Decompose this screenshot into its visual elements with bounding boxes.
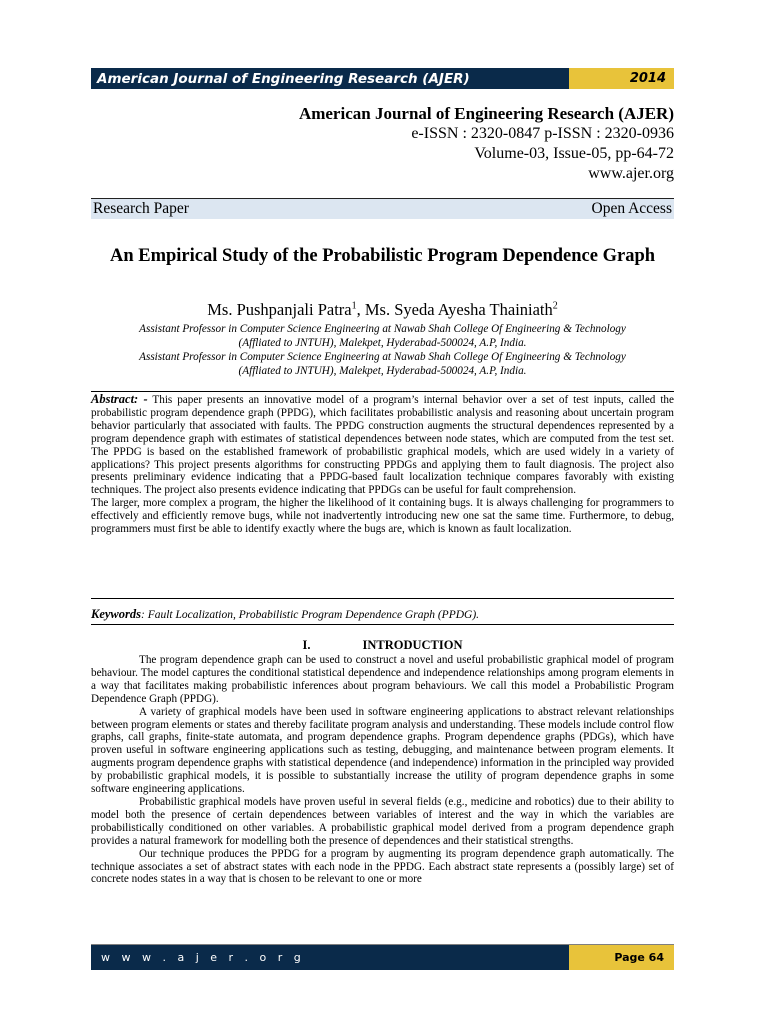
paper-type: Research Paper — [93, 200, 189, 217]
masthead-volume: Volume-03, Issue-05, pp-64-72 — [474, 145, 674, 162]
author-2-sup: 2 — [552, 300, 558, 312]
footer-url[interactable]: w w w . a j e r . o r g — [101, 951, 305, 964]
page-number: Page 64 — [569, 945, 674, 970]
paper-type-bar — [91, 198, 674, 219]
section-title: INTRODUCTION — [362, 638, 463, 652]
body-paragraph: Probabilistic graphical models have proven useful in several fields (e.g., medicine and robotics) due to their ability to model both the presence of certain dependences between variables of interest and the way in which the variables are probabilistically conditioned on other variables. A probabilistic graphical model derived from a program dependence graph provides a natural framework for modelling both the presence of dependences and their statistical strengths. — [91, 795, 674, 847]
body-paragraph: The program dependence graph can be used to construct a novel and useful probabilistic graphical model of program behaviour. The model captures the conditional statistical dependence and independence relationships among program elements in a way that facilitates making probabilistic inferences about program behaviours. We call this model a Probabilistic Program Dependence Graph (PPDG). — [91, 654, 674, 705]
affiliation-line: (Affliated to JNTUH), Malekpet, Hyderabad-500024, A.P, India. — [238, 337, 527, 349]
keywords-text: : Fault Localization, Probabilistic Program Dependence Graph (PPDG). — [141, 609, 480, 621]
abstract-para-2: The larger, more complex a program, the higher the likelihood of it containing bugs. It is always challenging for programmers to effectively and efficiently remove bugs, while not inadvertently introducing new one sat the same time. Furthermore, to debug, programmers must first be able to identify exactly where the bugs are, which is known as fault localization. — [91, 497, 674, 536]
abstract — [91, 391, 674, 599]
running-header-year: 2014 — [569, 68, 674, 89]
section-number: I. — [302, 638, 311, 652]
page-footer — [91, 944, 674, 970]
affiliation-line: Assistant Professor in Computer Science Engineering at Nawab Shah College Of Engineering & Technology — [139, 323, 626, 335]
masthead-title: American Journal of Engineering Research (AJER) — [298, 104, 674, 123]
body-paragraph: A variety of graphical models have been used in software engineering applications to abstract relevant relationships between program elements or states and thereby facilitate program analysis and understanding. These models include control flow graphs, call graphs, finite-state automata, and program dependence graphs. Program dependence graphs (PDGs), which have proven useful in software engineering applications such as testing, debugging, and maintenance between program elements. It augments program dependence graphs with statistical dependence (and independence) information in the principled way provided by probabilistic graphical models, it is possible to substantially increase the utility of program dependence graphs in some software engineering applications. — [91, 705, 674, 796]
body-paragraph: Our technique produces the PPDG for a program by augmenting its program dependence graph automatically. The technique associates a set of abstract states with each node in the PPDG. Each abstract state represents a (possibly large) set of concrete nodes states in a way that is chosen to be relevant to one or more — [91, 847, 674, 886]
authors — [91, 300, 674, 320]
author-1: Ms. Pushpanjali Patra — [207, 300, 352, 319]
section-heading — [91, 638, 674, 653]
masthead-url[interactable]: www.ajer.org — [588, 165, 674, 182]
access-type: Open Access — [591, 200, 672, 217]
running-header — [91, 68, 674, 89]
abstract-para-1 — [91, 393, 674, 497]
author-separator: , — [356, 300, 365, 319]
masthead — [299, 104, 674, 184]
affiliation-line: Assistant Professor in Computer Science Engineering at Nawab Shah College Of Engineering & Technology — [139, 351, 626, 363]
keywords — [91, 607, 674, 625]
running-header-journal: American Journal of Engineering Research (AJER) — [97, 70, 470, 87]
author-2: Ms. Syeda Ayesha Thainiath — [364, 300, 553, 319]
affiliations — [91, 322, 674, 378]
author-1-sup: 1 — [351, 300, 357, 312]
section-body — [91, 654, 674, 935]
affiliation-line: (Affliated to JNTUH), Malekpet, Hyderabad-500024, A.P, India. — [238, 365, 527, 377]
abstract-label: Abstract: - — [91, 392, 148, 406]
paper-title: An Empirical Study of the Probabilistic Program Dependence Graph — [109, 246, 656, 266]
keywords-label: Keywords — [91, 607, 141, 621]
abstract-text-1: This paper presents an innovative model of a program’s internal behavior over a set of test inputs, called the probabilistic program dependence graph (PPDG), which facilitates probabilistic analysis and reasoning about uncertain program behavior particularly that associated with faults. The PPDG construction augments the structural dependences represented by a program dependence graph with estimates of statistical dependences between node states, which are computed from the test set. The PPDG is based on the established framework of probabilistic graphical models, which are used widely in a variety of applications? This project presents algorithms for constructing PPDGs and applying them to fault diagnosis. The project also presents preliminary evidence indicating that a PPDG-based fault localization technique compares favorably with existing techniques. The project also presents evidence indicating that PPDGs can be useful for fault comprehension. — [91, 394, 674, 497]
masthead-issn: e-ISSN : 2320-0847 p-ISSN : 2320-0936 — [411, 125, 674, 142]
